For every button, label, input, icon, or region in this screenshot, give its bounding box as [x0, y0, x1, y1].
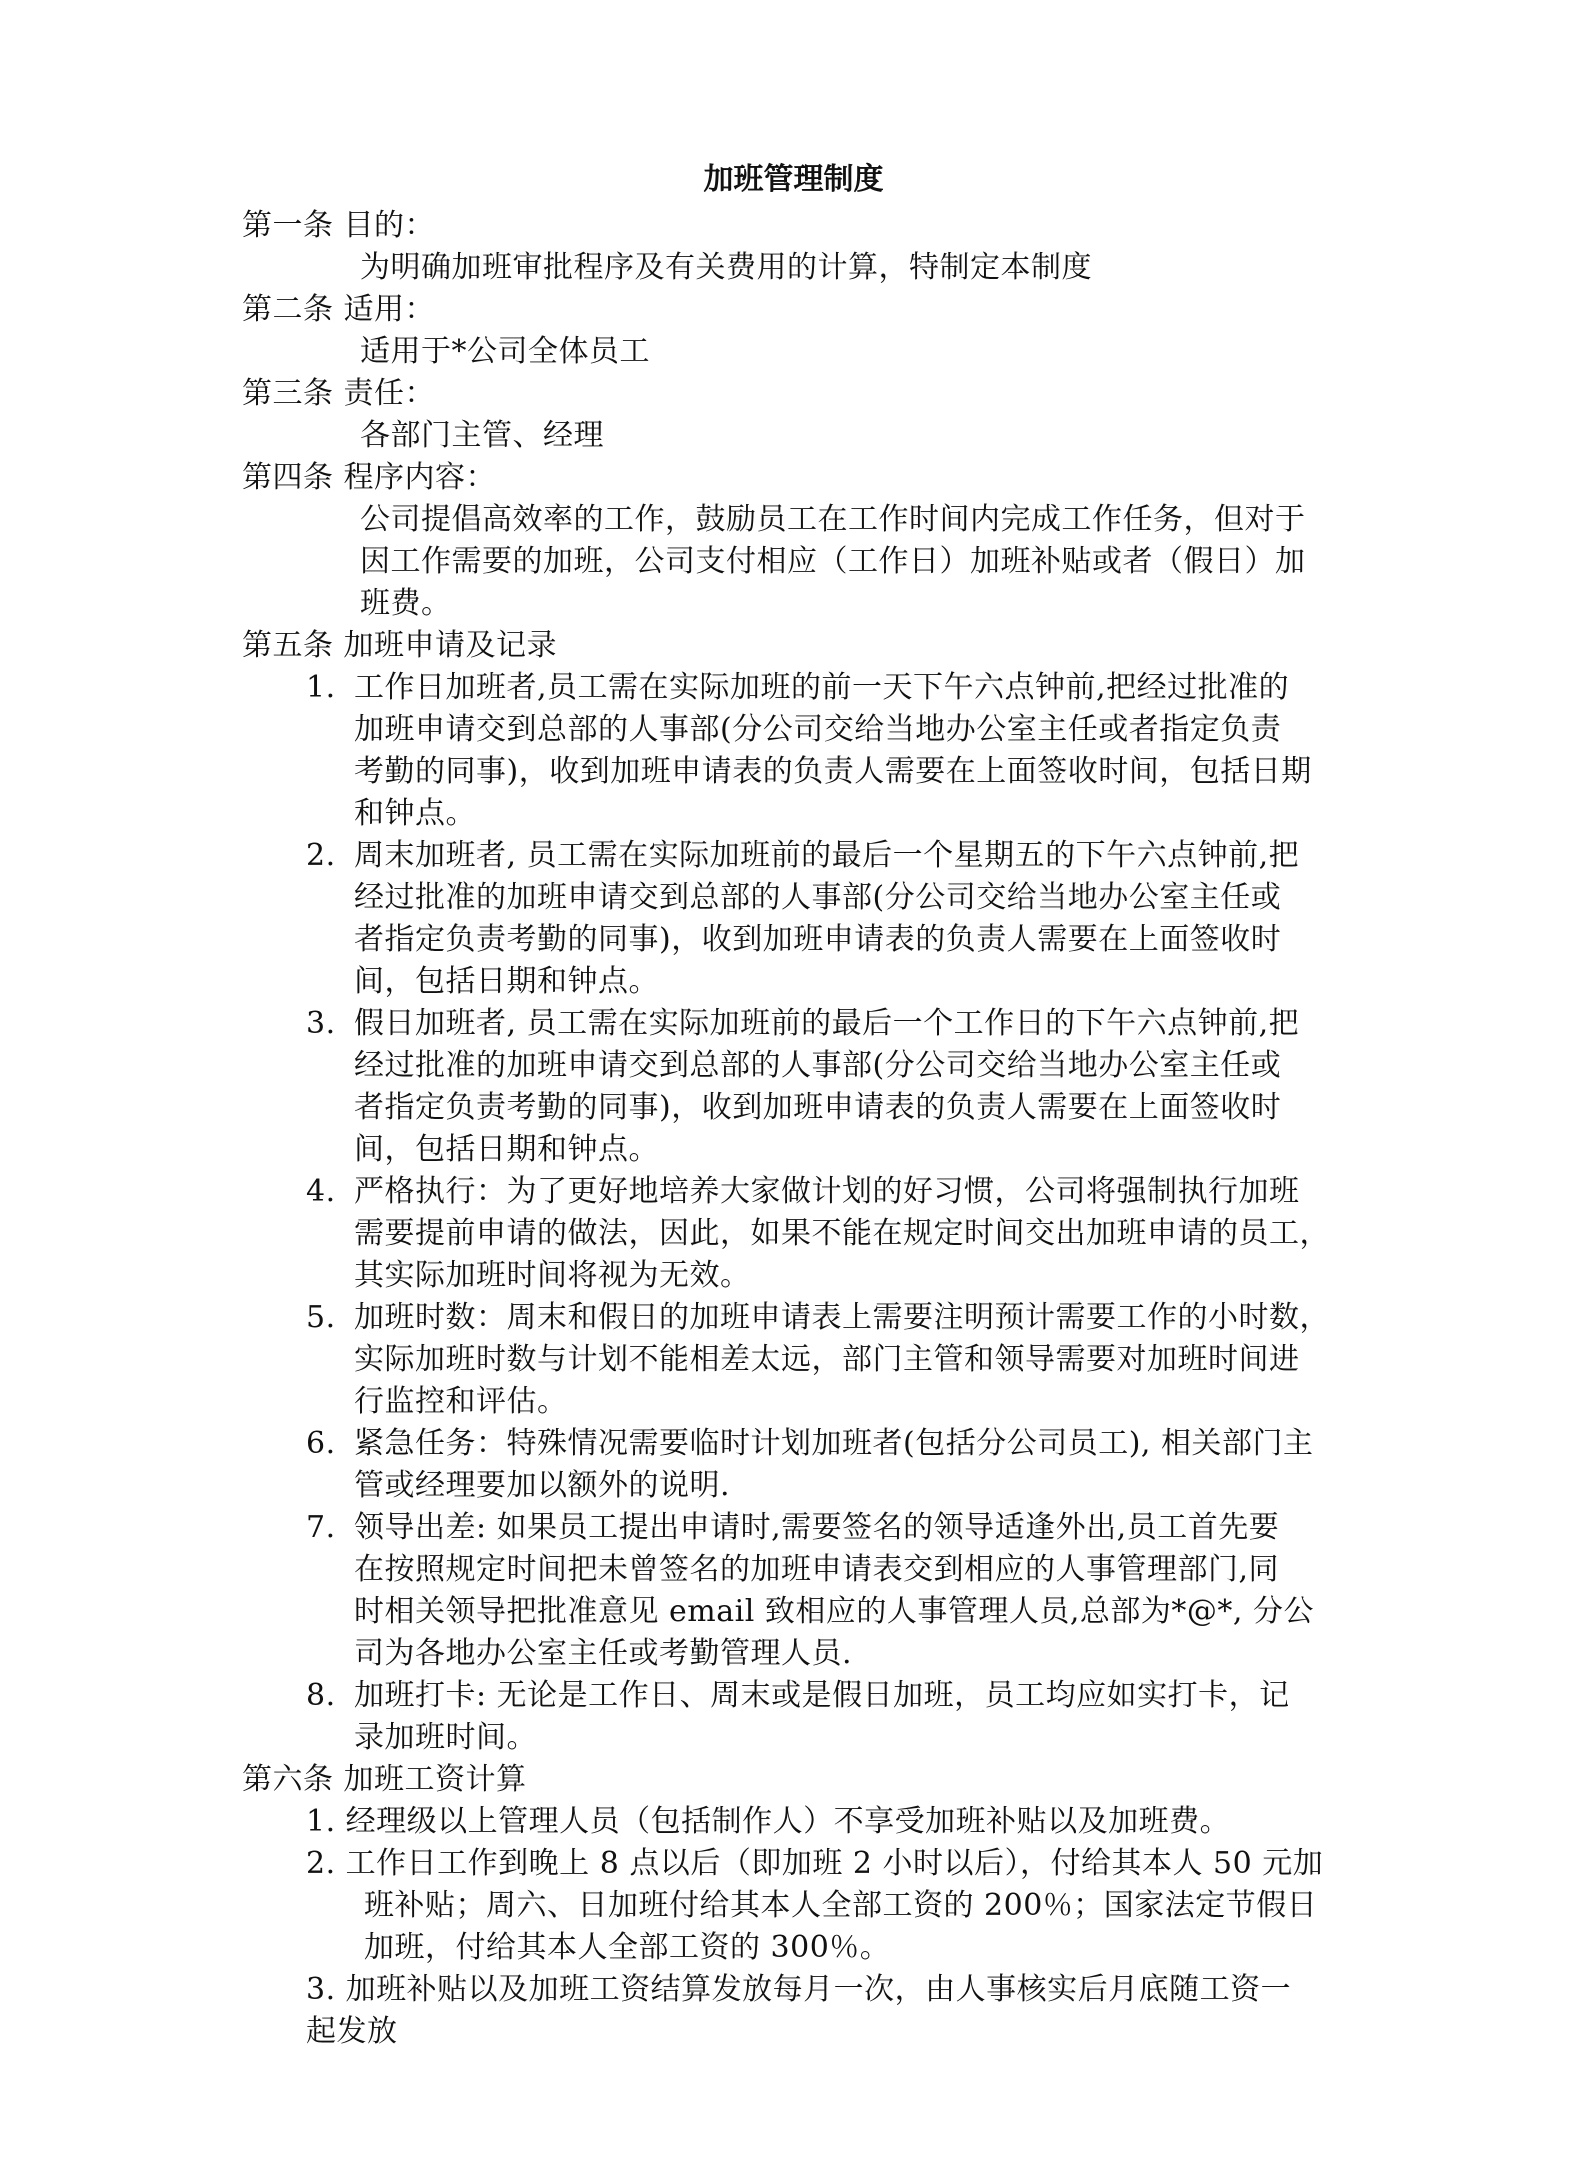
list-item-line: 时相关领导把批准意见 email 致相应的人事管理人员,总部为*@*, 分公	[354, 1594, 1314, 1629]
list-item-number: 2.	[306, 838, 336, 873]
list-item-line: 行监控和评估。	[354, 1384, 568, 1419]
list-item-line: 加班打卡: 无论是工作日、周末或是假日加班，员工均应如实打卡，记	[354, 1678, 1290, 1713]
list-item-number: 4.	[306, 1174, 336, 1209]
article-3-heading: 第三条 责任：	[242, 376, 436, 411]
article-6-heading: 第六条 加班工资计算	[242, 1762, 527, 1797]
list-item-line: 严格执行：为了更好地培养大家做计划的好习惯，公司将强制执行加班	[354, 1174, 1300, 1209]
list-item-line: 者指定负责考勤的同事)，收到加班申请表的负责人需要在上面签收时	[354, 1090, 1282, 1125]
list-item-line: 周末加班者, 员工需在实际加班前的最后一个星期五的下午六点钟前,把	[354, 838, 1300, 873]
list-item-line: 领导出差: 如果员工提出申请时,需要签名的领导适逢外出,员工首先要	[354, 1510, 1280, 1545]
list-item-number: 7.	[306, 1510, 336, 1545]
list-item-line: 经过批准的加班申请交到总部的人事部(分公司交给当地办公室主任或	[354, 880, 1282, 915]
list-item-number: 1.	[306, 670, 336, 705]
list-item-line: 者指定负责考勤的同事)，收到加班申请表的负责人需要在上面签收时	[354, 922, 1282, 957]
list-item-number: 5.	[306, 1300, 336, 1335]
list-item-line: 需要提前申请的做法，因此，如果不能在规定时间交出加班申请的员工，	[354, 1216, 1330, 1251]
list-item-line: 加班时数：周末和假日的加班申请表上需要注明预计需要工作的小时数，	[354, 1300, 1330, 1335]
wage-item-2-line: 加班，付给其本人全部工资的 300％。	[364, 1930, 891, 1965]
list-item-line: 在按照规定时间把未曾签名的加班申请表交到相应的人事管理部门,同	[354, 1552, 1280, 1587]
list-item-line: 工作日加班者,员工需在实际加班的前一天下午六点钟前,把经过批准的	[354, 670, 1290, 705]
article-1-text: 为明确加班审批程序及有关费用的计算，特制定本制度	[360, 250, 1092, 285]
wage-item-3-line: 起发放	[306, 2014, 398, 2049]
wage-item-3-line: 3. 加班补贴以及加班工资结算发放每月一次，由人事核实后月底随工资一	[306, 1972, 1292, 2007]
article-4-text-line: 因工作需要的加班，公司支付相应（工作日）加班补贴或者（假日）加	[360, 544, 1306, 579]
list-item-line: 假日加班者, 员工需在实际加班前的最后一个工作日的下午六点钟前,把	[354, 1006, 1300, 1041]
article-4-heading: 第四条 程序内容：	[242, 460, 497, 495]
list-item-line: 加班申请交到总部的人事部(分公司交给当地办公室主任或者指定负责	[354, 712, 1282, 747]
list-item-line: 考勤的同事)，收到加班申请表的负责人需要在上面签收时间，包括日期	[354, 754, 1312, 789]
article-4-text-line: 班费。	[360, 586, 452, 621]
list-item-line: 其实际加班时间将视为无效。	[354, 1258, 751, 1293]
list-item-line: 司为各地办公室主任或考勤管理人员.	[354, 1636, 853, 1671]
list-item-line: 管或经理要加以额外的说明.	[354, 1468, 731, 1503]
list-item-line: 和钟点。	[354, 796, 476, 831]
list-item-number: 3.	[306, 1006, 336, 1041]
article-3-text: 各部门主管、经理	[360, 418, 604, 453]
wage-item-2-line: 班补贴；周六、日加班付给其本人全部工资的 200％；国家法定节假日	[364, 1888, 1318, 1923]
list-item-line: 录加班时间。	[354, 1720, 537, 1755]
article-4-text-line: 公司提倡高效率的工作，鼓励员工在工作时间内完成工作任务，但对于	[360, 502, 1306, 537]
article-1-heading: 第一条 目的：	[242, 208, 436, 243]
list-item-line: 紧急任务：特殊情况需要临时计划加班者(包括分公司员工), 相关部门主	[354, 1426, 1314, 1461]
document-title: 加班管理制度	[703, 162, 884, 197]
list-item-line: 实际加班时数与计划不能相差太远，部门主管和领导需要对加班时间进	[354, 1342, 1300, 1377]
list-item-number: 6.	[306, 1426, 336, 1461]
article-5-heading: 第五条 加班申请及记录	[242, 628, 558, 663]
list-item-line: 间，包括日期和钟点。	[354, 1132, 659, 1167]
wage-item-1: 1. 经理级以上管理人员（包括制作人）不享受加班补贴以及加班费。	[306, 1804, 1231, 1839]
wage-item-2-line: 2. 工作日工作到晚上 8 点以后（即加班 2 小时以后），付给其本人 50 元加	[306, 1846, 1324, 1881]
list-item-line: 间，包括日期和钟点。	[354, 964, 659, 999]
list-item-number: 8.	[306, 1678, 336, 1713]
article-2-heading: 第二条 适用：	[242, 292, 436, 327]
list-item-line: 经过批准的加班申请交到总部的人事部(分公司交给当地办公室主任或	[354, 1048, 1282, 1083]
article-2-text: 适用于*公司全体员工	[360, 334, 650, 369]
